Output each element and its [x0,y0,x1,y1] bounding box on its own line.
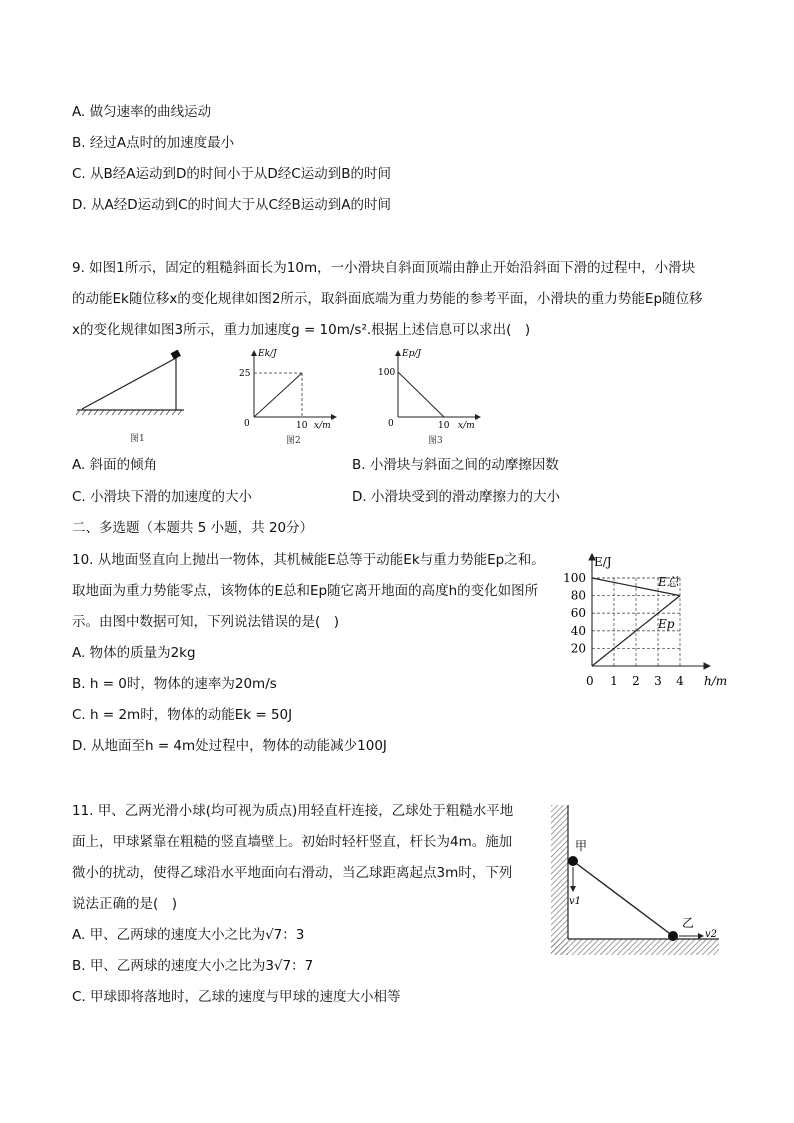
ball-jia [568,856,578,866]
q11-option-c: C. 甲球即将落地时，乙球的速度与甲球的速度大小相等 [72,989,401,1005]
q11-option-b: B. 甲、乙两球的速度大小之比为3√7：7 [72,958,314,974]
floor [551,939,719,955]
y-tick-40: 40 [570,623,586,638]
y-tick-100: 100 [563,571,586,585]
v1-label: v1 [569,896,582,907]
q10-option-c: C. h = 2m时，物体的动能Ek = 50J [72,707,293,723]
q10-option-d: D. 从地面至h = 4m处过程中，物体的动能减少100J [72,738,387,754]
x-tick-3: 3 [654,674,662,688]
q9-option-d: D. 小滑块受到的滑动摩擦力的大小 [352,489,560,505]
ball-jia-label: 甲 [575,839,588,853]
q10-energy-chart [560,548,730,693]
fig3-caption: 图3 [428,436,443,445]
section-title: 二、多选题（本题共 5 小题，共 20分） [72,520,314,536]
q10-stem-line-2: 取地面为重力势能零点，该物体的E总和Ep随它离开地面的高度h的变化如图所 [72,583,539,599]
q9-option-b: B. 小滑块与斜面之间的动摩擦因数 [352,457,559,473]
q8-option-d: D. 从A经D运动到C的时间大于从C经B运动到A的时间 [72,197,391,213]
q11-stem-line-4: 说法正确的是( ) [72,896,178,912]
q10-stem-line-1: 10. 从地面竖直向上抛出一物体，其机械能E总等于动能Ek与重力势能Ep之和。 [72,552,545,568]
q8-option-c: C. 从B经A运动到D的时间小于从D经C运动到B的时间 [72,166,391,182]
fig3-xtick: 10 [438,421,450,431]
q9-option-c: C. 小滑块下滑的加速度的大小 [72,489,253,505]
q9-stem-line-2: 的动能Ek随位移x的变化规律如图2所示，取斜面底端为重力势能的参考平面，小滑块的重力势能Ep随位移 [72,291,703,307]
q9-stem-line-3: x的变化规律如图3所示，重力加速度g = 10m/s².根据上述信息可以求出( ) [72,322,531,338]
chart-xlabel: h/m [704,674,728,688]
fig2-ylabel: Ek/J [258,349,277,359]
q8-option-a: A. 做匀速率的曲线运动 [72,104,212,120]
y-tick-60: 60 [570,606,586,621]
fig3-origin: 0 [388,419,394,429]
chart-origin: 0 [586,674,594,688]
x-tick-2: 2 [632,674,640,688]
chart-ylabel: E/J [594,555,612,569]
q10-option-b: B. h = 0时，物体的速率为20m/s [72,676,277,692]
q11-option-a: A. 甲、乙两球的速度大小之比为√7：3 [72,927,305,943]
y-tick-20: 20 [570,641,586,656]
q9-option-a: A. 斜面的倾角 [72,457,158,473]
fig2-xtick: 10 [296,421,308,431]
slider-block [171,350,181,360]
q9-figure-2 [236,345,346,445]
q10-option-a: A. 物体的质量为2kg [72,645,196,661]
q9-figure-3 [376,345,486,445]
v2-label: v2 [705,929,718,940]
q9-stem-line-1: 9. 如图1所示，固定的粗糙斜面长为10m，一小滑块自斜面顶端由静止开始沿斜面下滑的过程中，小滑块 [72,260,696,276]
fig1-caption: 图1 [130,434,145,444]
ball-yi-label: 乙 [682,916,695,930]
fig2-origin: 0 [244,419,250,429]
q11-stem-line-1: 11. 甲、乙两光滑小球(均可视为质点)用轻直杆连接，乙球处于粗糙水平地 [72,803,514,819]
chart-label-total: E总 [658,575,679,589]
q10-stem-line-3: 示。由图中数据可知，下列说法错误的是( ) [72,614,340,630]
q11-figure [548,803,723,958]
x-tick-1: 1 [610,674,618,688]
q8-option-b: B. 经过A点时的加速度最小 [72,135,235,151]
wall [551,805,568,955]
fig3-xlabel: x/m [458,421,475,431]
x-tick-4: 4 [676,674,684,688]
fig2-xlabel: x/m [314,421,331,431]
ball-yi [668,931,678,941]
fig3-ylabel: Ep/J [402,349,421,359]
chart-label-p: Ep [658,617,675,631]
rod [573,861,673,936]
q11-stem-line-2: 面上，甲球紧靠在粗糙的竖直墙壁上。初始时轻杆竖直，杆长为4m。施加 [72,834,513,850]
q9-figure-1 [72,345,202,445]
y-tick-80: 80 [570,588,586,603]
fig2-caption: 图2 [286,436,301,445]
fig3-ytick: 100 [378,368,396,378]
fig2-ytick: 25 [239,369,251,379]
q11-stem-line-3: 微小的扰动，使得乙球沿水平地面向右滑动，当乙球距离起点3m时，下列 [72,865,513,881]
